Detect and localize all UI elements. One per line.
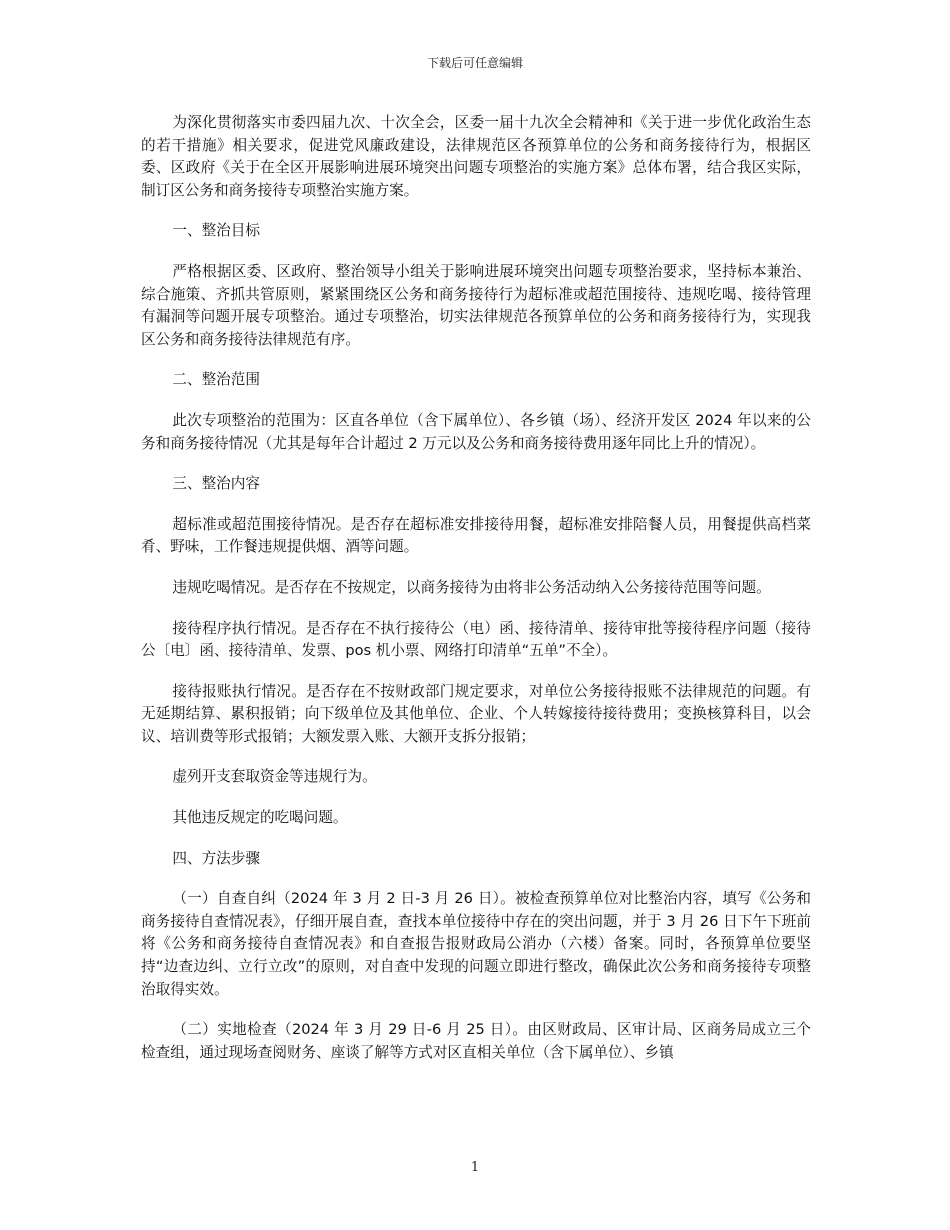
content-item-reimbursement: 接待报账执行情况。是否存在不按财政部门规定要求，对单位公务接待报账不法律规范的问题。有无延期结算、累积报销；向下级单位及其他单位、企业、个人转嫁接待接待费用；变换核算科目，以会议、培训费等形式报销；大额发票入账、大额开支拆分报销； (141, 682, 811, 745)
intro-paragraph: 为深化贯彻落实市委四届九次、十次全会，区委一届十九次全会精神和《关于进一步优化政治生态的若干措施》相关要求，促进党风廉政建设，法律规范区各预算单位的公务和商务接待行为，根据区委、区政府《关于在全区开展影响进展环境突出问题专项整治的实施方案》总体布署，结合我区实际，制订区公务和商务接待专项整治实施方案。 (141, 114, 811, 199)
content-item-illegal-dining: 违规吃喝情况。是否存在不按规定，以商务接待为由将非公务活动纳入公务接待范围等问题。 (172, 578, 771, 596)
scope-paragraph: 此次专项整治的范围为：区直各单位（含下属单位）、各乡镇（场）、经济开发区 2024 年以来的公务和商务接待情况（尤其是每年合计超过 2 万元以及公务和商务接待费用逐年同比上升的情况）。 (141, 411, 811, 452)
page-header: 下载后可任意编辑 (426, 56, 523, 70)
section-heading-content: 三、整治内容 (172, 475, 260, 493)
page-number: 1 (470, 1160, 480, 1175)
content-item-other: 其他违反规定的吃喝问题。 (172, 809, 348, 827)
section-heading-steps: 四、方法步骤 (172, 849, 260, 867)
document-body (141, 112, 811, 1082)
step-self-check: （一）自查自纠（2024 年 3 月 2 日-3 月 26 日）。被检查预算单位对比整治内容，填写《公务和商务接待自查情况表》，仔细开展自查，查找本单位接待中存在的突出问题，并于 3 月 26 日下午下班前将《公务和商务接待自查情况表》和自查报告报财政局公消办（六楼）备案。同时，各预算单位要坚持“边查边纠、立行立改”的原则，对自查中发现的问题立即进行整改，确保此次公务和商务接待专项整治取得实效。 (141, 890, 811, 998)
section-heading-scope: 二、整治范围 (172, 371, 260, 389)
step-onsite-inspection: （二）实地检查（2024 年 3 月 29 日-6 月 25 日）。由区财政局、区审计局、区商务局成立三个检查组，通过现场查阅财务、座谈了解等方式对区直相关单位（含下属单位）、乡镇 (141, 1021, 811, 1061)
goals-paragraph: 严格根据区委、区政府、整治领导小组关于影响进展环境突出问题专项整治要求，坚持标本兼治、综合施策、齐抓共管原则，紧紧围绕区公务和商务接待行为超标准或超范围接待、违规吃喝、接待管理有漏洞等问题开展专项整治。通过专项整治，切实法律规范各预算单位的公务和商务接待行为，实现我区公务和商务接待法律规范有序。 (141, 262, 811, 348)
content-item-overstandard: 超标准或超范围接待情况。是否存在超标准安排接待用餐，超标准安排陪餐人员，用餐提供高档菜肴、野味，工作餐违规提供烟、酒等问题。 (141, 515, 811, 556)
content-item-false-expenses: 虚列开支套取资金等违规行为。 (172, 768, 377, 786)
section-heading-goals: 一、整治目标 (172, 222, 260, 240)
content-item-procedure: 接待程序执行情况。是否存在不执行接待公（电）函、接待清单、接待审批等接待程序问题（接待公〔电〕函、接待清单、发票、pos 机小票、网络打印清单“五单”不全）。 (141, 619, 811, 660)
